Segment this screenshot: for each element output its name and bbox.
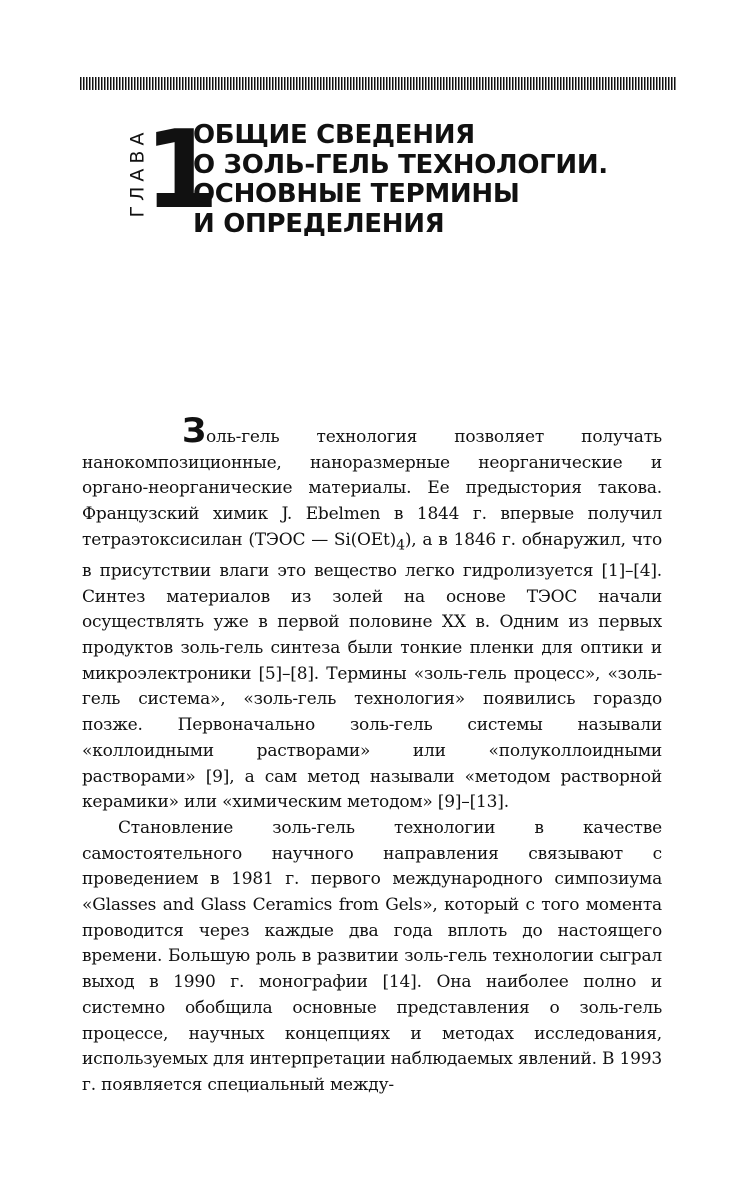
chapter-title-line: О ЗОЛЬ-ГЕЛЬ ТЕХНОЛОГИИ. xyxy=(193,149,608,180)
body-text xyxy=(82,411,662,1099)
paragraph-2: Становление золь-гель технологии в качестве самостоятельного научного направления связывают с проведением в 1981 г. первого международного симпозиума «Glasses and Glass Ceramics from Gels», который с того момента проводится через каждые два года вплоть до настоящего времени. Большую роль в развитии золь-гель технологии сыграл выход в 1990 г. монографии [14]. Она наиболее полно и системно обобщила основные представления о золь-гель процессе, научных концепциях и методах исследования, используемых для интерпретации наблюдаемых явлений. В 1993 г. появляется специальный между- xyxy=(82,817,662,1095)
paragraph-1 xyxy=(82,411,662,816)
chapter-title-line: ОБЩИЕ СВЕДЕНИЯ xyxy=(193,120,475,150)
drop-cap: З xyxy=(182,411,206,451)
header-rule xyxy=(80,77,676,90)
paragraph-1-text-a: оль-гель технология позволяет получать нанокомпозиционные, наноразмерные неорганические и органо-неорганические материалы. Ее предыстория такова. Французский химик J. Ebelmen в 1844 г. впервые получил тетраэтоксисилан (ТЭОС — Si(OEt) xyxy=(82,427,662,550)
chapter-title xyxy=(193,121,663,239)
chapter-label-text: ГЛАВА xyxy=(126,127,149,217)
chapter-title-line: ОСНОВНЫЕ ТЕРМИНЫ xyxy=(193,179,520,209)
chapter-title-line: И ОПРЕДЕЛЕНИЯ xyxy=(193,208,445,239)
chapter-number: 1 xyxy=(144,108,220,233)
paragraph-1-text-b: ), а в 1846 г. обнаружил, что в присутствии влаги это вещество легко гидролизуется [1]–[4]. Синтез материалов из золей на основе ТЭОС начали осуществлять уже в первой половине XX в. Одним из первых продуктов золь-гель синтеза были тонкие пленки для оптики и микроэлектроники [5]–[8]. Термины «золь-гель процесс», «золь-гель система», «золь-гель технология» появились гораздо позже. Первоначально золь-гель системы называли «коллоидными растворами» или «полуколлоидными растворами» [9], а сам метод называли «методом растворной керамики» или «химическим методом» [9]–[13]. xyxy=(82,529,662,813)
subscript: 4 xyxy=(396,537,405,554)
